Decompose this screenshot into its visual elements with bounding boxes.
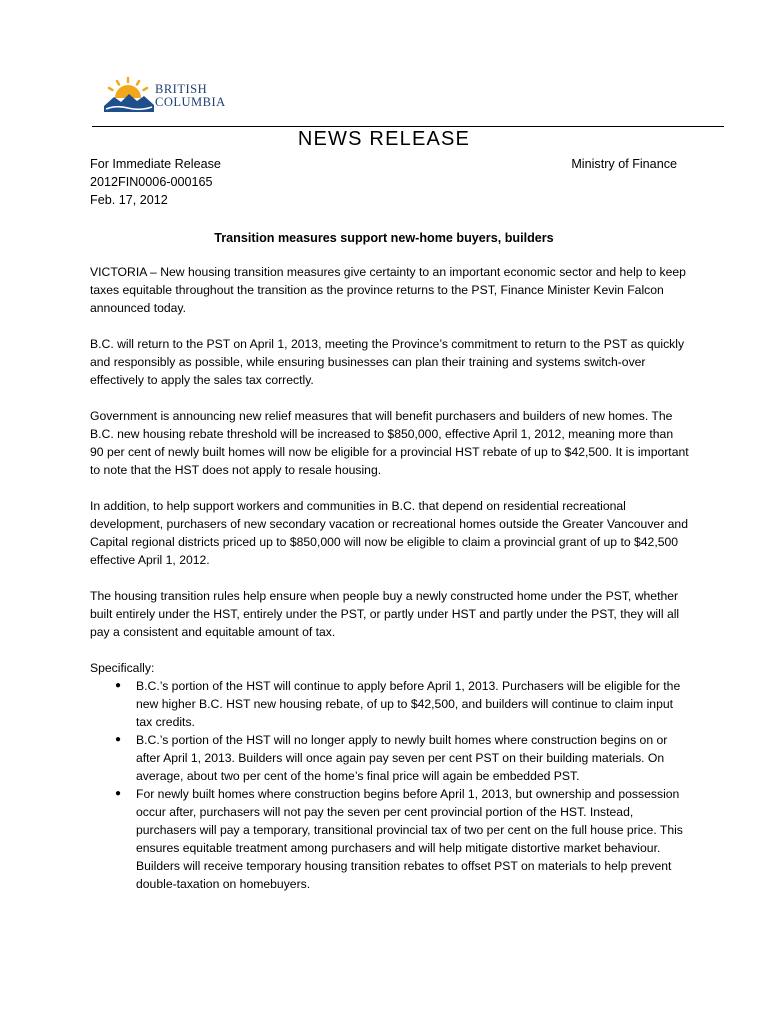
- sun-mountains-icon: [104, 76, 154, 112]
- list-item: [115, 785, 690, 893]
- specifically-label: Specifically:: [90, 661, 155, 675]
- bc-logo: [104, 76, 234, 116]
- paragraph: VICTORIA – New housing transition measures give certainty to an important economic sector and help to keep taxes equitable throughout the transition as the province returns to the PST, Finance Minister Kevin Falcon announced today.: [90, 265, 686, 315]
- list-item-text: B.C.’s portion of the HST will no longer apply to newly built homes where construction begins on or after April 1, 2013. Builders will once again pay seven per cent PST on their building materials. On average, about two per cent of the home’s final price will again be embedded PST.: [136, 733, 668, 783]
- bullet-icon: ●: [115, 680, 122, 691]
- release-body: [90, 263, 690, 893]
- headline: Transition measures support new-home buyers, builders: [214, 231, 554, 245]
- ministry-name: Ministry of Finance: [571, 157, 677, 171]
- bullet-list: [90, 677, 690, 893]
- logo-text-british: BRITISH: [155, 82, 208, 96]
- header-rule: [92, 126, 724, 127]
- list-item-text: For newly built homes where construction begins before April 1, 2013, but ownership and possession occur after, purchasers will not pay the seven per cent provincial portion of the HST. Instead, purchasers will pay a temporary, transitional provincial tax of two per cent on the full house price. This ensures equitable treatment among purchasers and will help mitigate distortive market behaviour. Builders will receive temporary housing transition rebates to offset PST on materials to help prevent double-taxation on homebuyers.: [136, 787, 683, 891]
- list-item: [115, 677, 690, 731]
- paragraph: The housing transition rules help ensure when people buy a newly constructed home under the PST, whether built entirely under the HST, entirely under the PST, or partly under HST and partly under the PST, they will all pay a consistent and equitable amount of tax.: [90, 589, 680, 639]
- release-id: 2012FIN0006-000165: [90, 175, 213, 189]
- paragraph: B.C. will return to the PST on April 1, 2013, meeting the Province’s commitment to return to the PST as quickly and responsibly as possible, while ensuring businesses can plan their training and systems switch-over effectively to apply the sales tax correctly.: [90, 337, 685, 387]
- release-meta: [90, 155, 221, 209]
- release-type: For Immediate Release: [90, 157, 221, 171]
- release-date: Feb. 17, 2012: [90, 193, 168, 207]
- logo-text-columbia: COLUMBIA: [155, 95, 226, 109]
- paragraph: In addition, to help support workers and communities in B.C. that depend on residential recreational development, purchasers of new secondary vacation or recreational homes outside the Greater Vancouver and Capital regional districts priced up to $850,000 will now be eligible to claim a provincial grant of up to $42,500 effective April 1, 2012.: [90, 499, 688, 567]
- paragraph: Government is announcing new relief measures that will benefit purchasers and builders of new homes. The B.C. new housing rebate threshold will be increased to $850,000, effective April 1, 2012, meaning more than 90 per cent of newly built homes will now be eligible for a provincial HST rebate of up to $42,500. It is important to note that the HST does not apply to resale housing.: [90, 409, 689, 477]
- page-title: NEWS RELEASE: [297, 128, 471, 150]
- bullet-icon: ●: [115, 788, 122, 799]
- list-item-text: B.C.’s portion of the HST will continue to apply before April 1, 2013. Purchasers will be eligible for the new higher B.C. HST new housing rebate, of up to $42,500, and builders will continue to claim input tax credits.: [136, 679, 681, 729]
- list-item: [115, 731, 690, 785]
- bullet-icon: ●: [115, 734, 122, 745]
